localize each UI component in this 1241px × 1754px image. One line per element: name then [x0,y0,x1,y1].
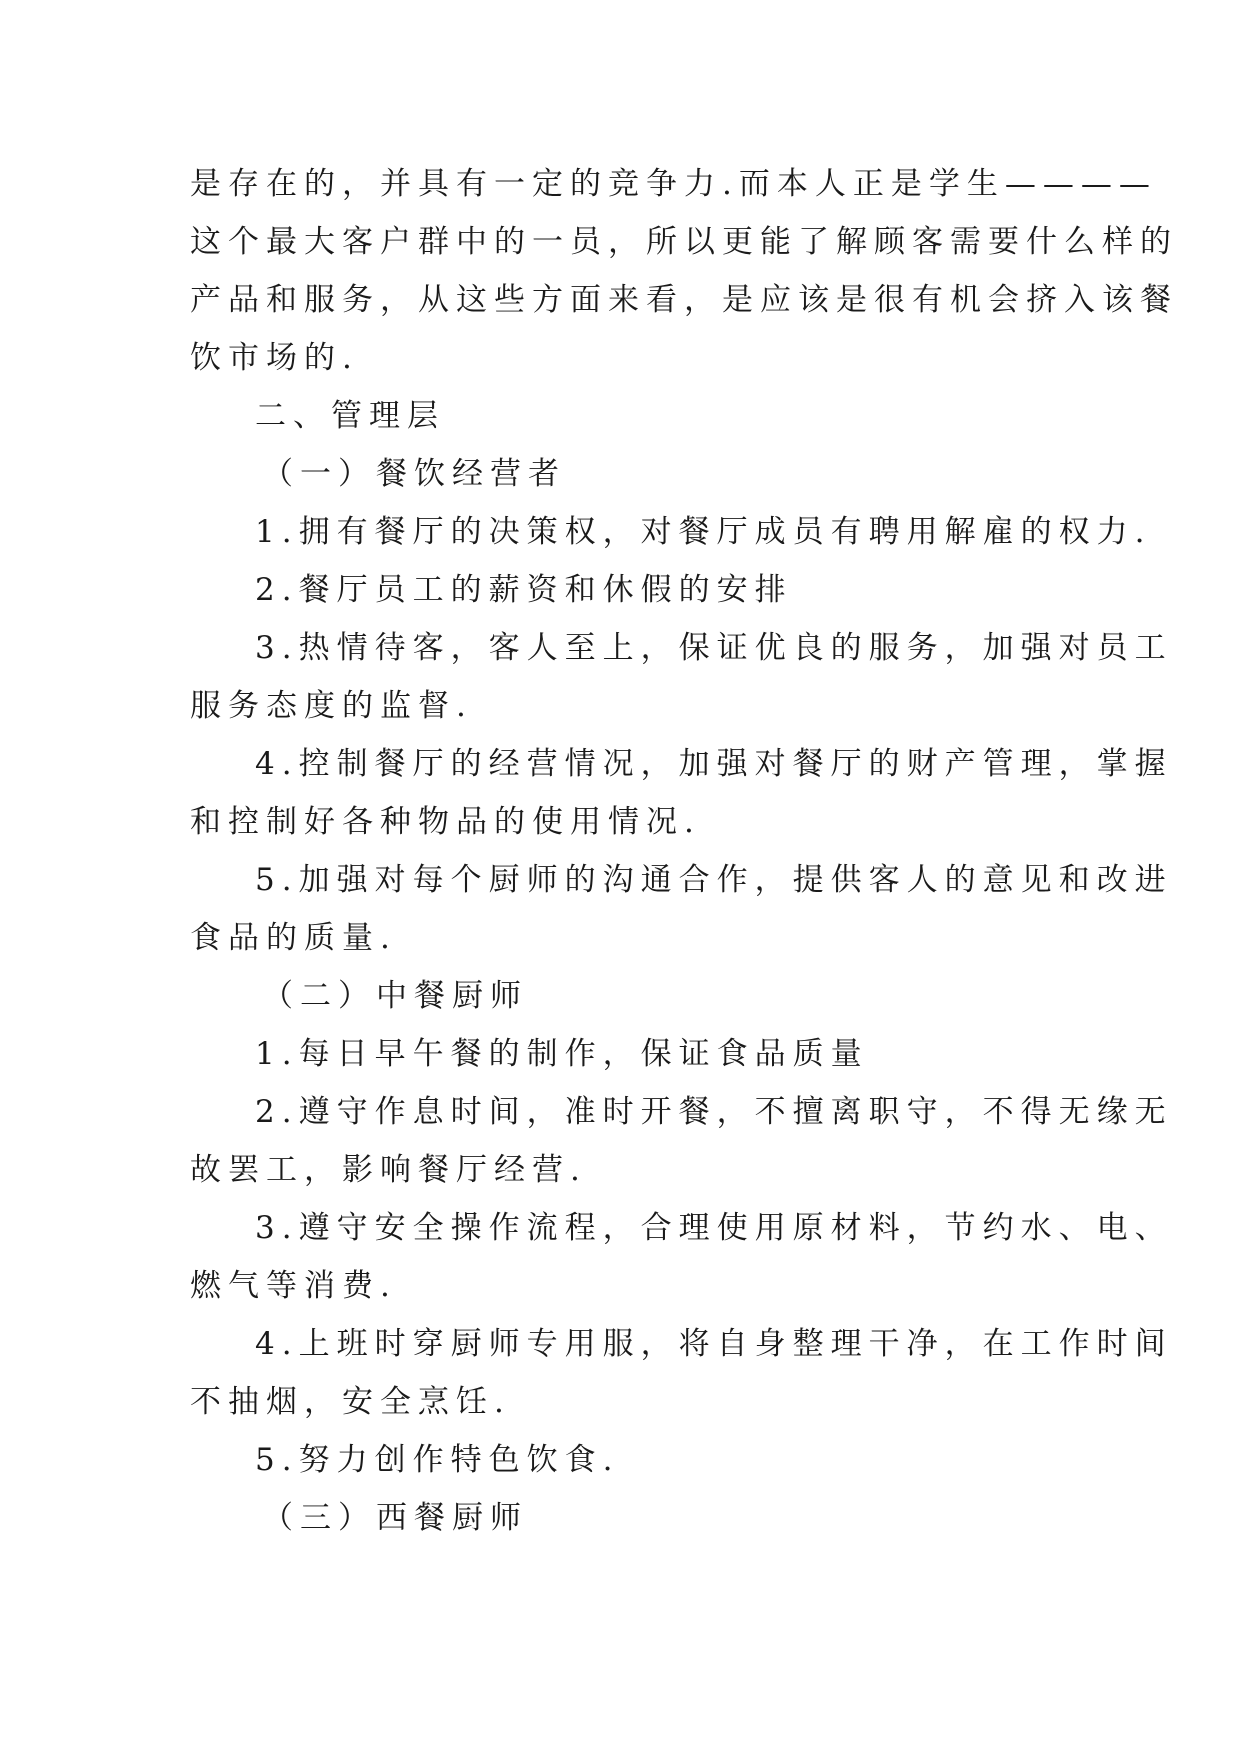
list-item: 5.努力创作特色饮食. [255,1442,620,1478]
body-text-line: 饮市场的. [190,340,359,376]
list-item-continuation: 食品的质量. [190,920,397,956]
list-item: 4.上班时穿厨师专用服，将自身整理干净，在工作时间 [255,1326,1173,1362]
list-item-continuation: 服务态度的监督. [190,688,473,724]
list-item: 2.餐厅员工的薪资和休假的安排 [255,572,793,608]
list-item: 3.遵守安全操作流程，合理使用原材料，节约水、电、 [255,1210,1173,1246]
list-item: 1.每日早午餐的制作，保证食品质量 [255,1036,869,1072]
list-item-continuation: 故罢工，影响餐厅经营. [190,1152,587,1188]
body-text-line: 是存在的，并具有一定的竞争力.而本人正是学生———— [190,166,1157,202]
list-item-continuation: 不抽烟，安全烹饪. [190,1384,511,1420]
list-item: 1.拥有餐厅的决策权，对餐厅成员有聘用解雇的权力. [255,514,1152,550]
subsection-heading: （二）中餐厨师 [262,978,528,1014]
list-item: 3.热情待客，客人至上，保证优良的服务，加强对员工 [255,630,1173,666]
list-item: 5.加强对每个厨师的沟通合作，提供客人的意见和改进 [255,862,1173,898]
list-item: 4.控制餐厅的经营情况，加强对餐厅的财产管理，掌握 [255,746,1173,782]
body-text-line: 这个最大客户群中的一员，所以更能了解顾客需要什么样的 [190,224,1178,260]
list-item: 2.遵守作息时间，准时开餐，不擅离职守，不得无缘无 [255,1094,1173,1130]
body-text-line: 产品和服务，从这些方面来看，是应该是很有机会挤入该餐 [190,282,1178,318]
list-item-continuation: 燃气等消费. [190,1268,397,1304]
section-heading: 二、管理层 [255,398,445,434]
subsection-heading: （一）餐饮经营者 [262,456,566,492]
list-item-continuation: 和控制好各种物品的使用情况. [190,804,701,840]
subsection-heading: （三）西餐厨师 [262,1500,528,1536]
